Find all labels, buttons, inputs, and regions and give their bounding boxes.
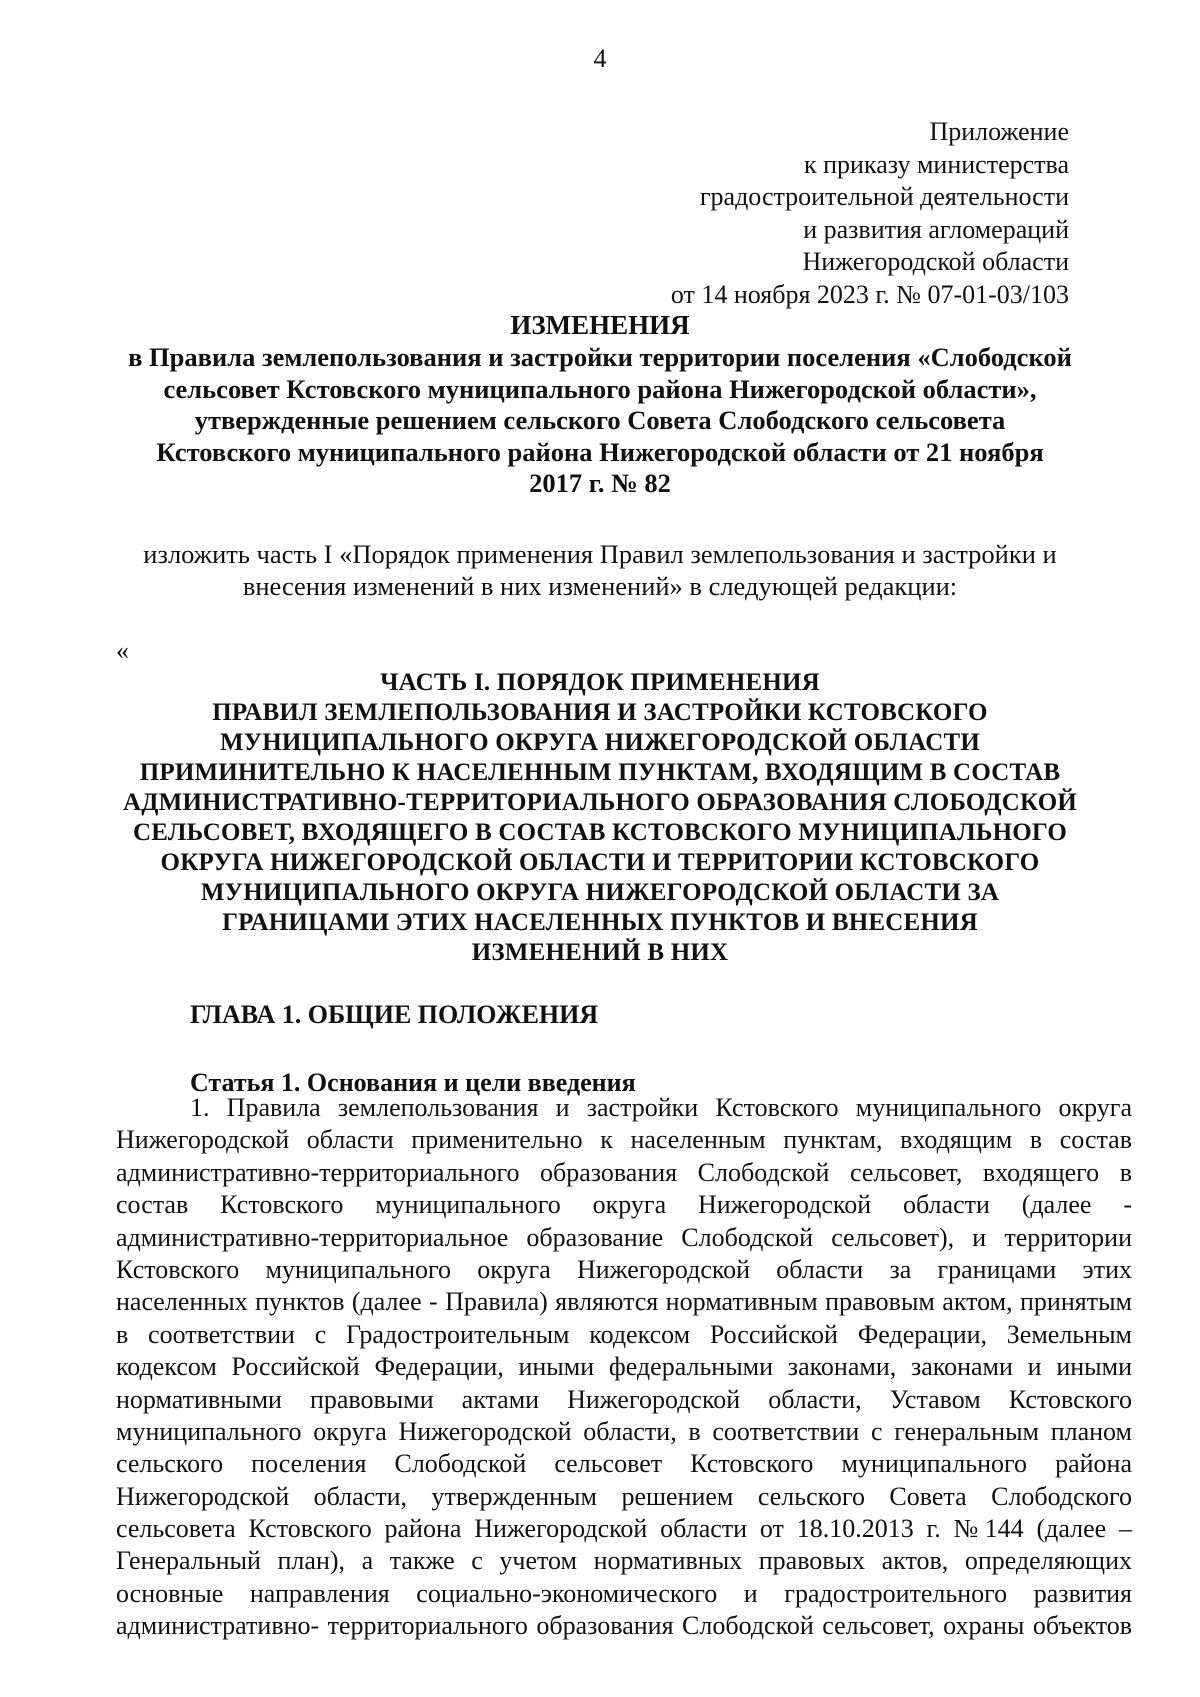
article-line: кодексом Российской Федерации, иными федеральными законами, законами и иными bbox=[116, 1352, 1132, 1382]
article-heading: Статья 1. Основания и цели введения bbox=[190, 1068, 636, 1097]
part-heading-line: ЧАСТЬ I. ПОРЯДОК ПРИМЕНЕНИЯ bbox=[380, 669, 820, 696]
article-line: административно-территориальное образование Слободской сельсовет), и территории bbox=[116, 1222, 1132, 1252]
appendix-block bbox=[671, 116, 1069, 312]
appendix-line: от 14 ноября 2023 г. № 07-01-03/103 bbox=[670, 279, 1069, 309]
article-line: основные направления социально-экономического и градостроительного развития bbox=[116, 1578, 1132, 1608]
article-line: в соответствии с Градостроительным кодексом Российской Федерации, Земельным bbox=[116, 1319, 1132, 1349]
changes-subtitle bbox=[0, 342, 1200, 500]
chapter-heading: ГЛАВА 1. ОБЩИЕ ПОЛОЖЕНИЯ bbox=[190, 1000, 599, 1029]
appendix-line: градостроительной деятельности bbox=[699, 182, 1069, 212]
appendix-line: Нижегородской области bbox=[802, 247, 1069, 277]
appendix-line: Приложение bbox=[929, 117, 1069, 146]
part-heading-line: ПРАВИЛ ЗЕМЛЕПОЛЬЗОВАНИЯ И ЗАСТРОЙКИ КСТОВСКОГО bbox=[212, 699, 988, 726]
article-line: сельского поселения Слободской сельсовет Кстовского муниципального района bbox=[116, 1449, 1132, 1479]
changes-subtitle-line: утвержденные решением сельского Совета Слободского сельсовета bbox=[194, 405, 1006, 435]
part-heading-line: АДМИНИСТРАТИВНО-ТЕРРИТОРИАЛЬНОГО ОБРАЗОВАНИЯ СЛОБОДСКОЙ bbox=[123, 789, 1077, 816]
part-heading-line: ИЗМЕНЕНИЙ В НИХ bbox=[471, 939, 729, 966]
article-line: Нижегородской области, утвержденным решением сельского Совета Слободского bbox=[116, 1481, 1132, 1511]
part-heading-line: СЕЛЬСОВЕТ, ВХОДЯЩЕГО В СОСТАВ КСТОВСКОГО МУНИЦИПАЛЬНОГО bbox=[132, 819, 1068, 846]
article-line: состав Кстовского муниципального округа Нижегородской области (далее - bbox=[116, 1190, 1132, 1220]
appendix-line: и развития агломераций bbox=[803, 214, 1069, 244]
article-line: Кстовского муниципального округа Нижегородской области за границами этих bbox=[116, 1254, 1132, 1284]
intro-paragraph bbox=[0, 538, 1200, 602]
article-line: сельсовета Кстовского района Нижегородской области от 18.10.2013 г. №144 (далее – bbox=[116, 1514, 1132, 1544]
changes-title: ИЗМЕНЕНИЯ bbox=[510, 310, 690, 340]
appendix-line: к приказу министерства bbox=[804, 149, 1069, 179]
article-line: нормативными правовыми актами Нижегородской области, Уставом Кстовского bbox=[116, 1384, 1132, 1414]
changes-subtitle-line: сельсовет Кстовского муниципального района Нижегородской области», bbox=[163, 373, 1037, 404]
open-quote: « bbox=[116, 636, 129, 665]
article-line: Нижегородской области применительно к населенным пунктам, входящим в состав bbox=[116, 1125, 1132, 1155]
article-body bbox=[116, 1092, 1132, 1643]
part-heading-line: ОКРУГА НИЖЕГОРОДСКОЙ ОБЛАСТИ И ТЕРРИТОРИИ КСТОВСКОГО bbox=[160, 849, 1040, 876]
changes-subtitle-line: в Правила землепользования и застройки территории поселения «Слободской bbox=[128, 342, 1072, 372]
intro-line: изложить часть I «Порядок применения Правил землепользования и застройки и bbox=[143, 539, 1057, 569]
article-line: населенных пунктов (далее - Правила) являются нормативным правовым актом, принятым bbox=[116, 1287, 1132, 1317]
part-heading-line: ГРАНИЦАМИ ЭТИХ НАСЕЛЕННЫХ ПУНКТОВ И ВНЕСЕНИЯ bbox=[222, 909, 978, 936]
part-heading-line: ПРИМИНИТЕЛЬНО К НАСЕЛЕННЫМ ПУНКТАМ, ВХОДЯЩИМ В СОСТАВ bbox=[139, 759, 1061, 786]
changes-subtitle-line: Кстовского муниципального района Нижегородской области от 21 ноября bbox=[156, 436, 1044, 467]
changes-subtitle-line: 2017 г. № 82 bbox=[529, 468, 671, 498]
page-number: 4 bbox=[593, 44, 607, 73]
part-heading bbox=[0, 668, 1200, 968]
article-line: административно-территориального образования Слободской сельсовет, входящего в bbox=[116, 1157, 1132, 1187]
article-line: 1. Правила землепользования и застройки Кстовского муниципального округа bbox=[190, 1093, 1132, 1122]
part-heading-line: МУНИЦИПАЛЬНОГО ОКРУГА НИЖЕГОРОДСКОЙ ОБЛАСТИ ЗА bbox=[200, 879, 1000, 906]
intro-line: внесения изменений в них изменений» в следующей редакции: bbox=[242, 571, 958, 601]
article-line: муниципального округа Нижегородской области, в соответствии с генеральным планом bbox=[116, 1416, 1132, 1446]
article-line: административно- территориального образования Слободской сельсовет, охраны объектов bbox=[116, 1611, 1132, 1641]
part-heading-line: МУНИЦИПАЛЬНОГО ОКРУГА НИЖЕГОРОДСКОЙ ОБЛАСТИ bbox=[219, 729, 981, 756]
article-line: Генеральный план), а также с учетом нормативных правовых актов, определяющих bbox=[116, 1546, 1132, 1576]
